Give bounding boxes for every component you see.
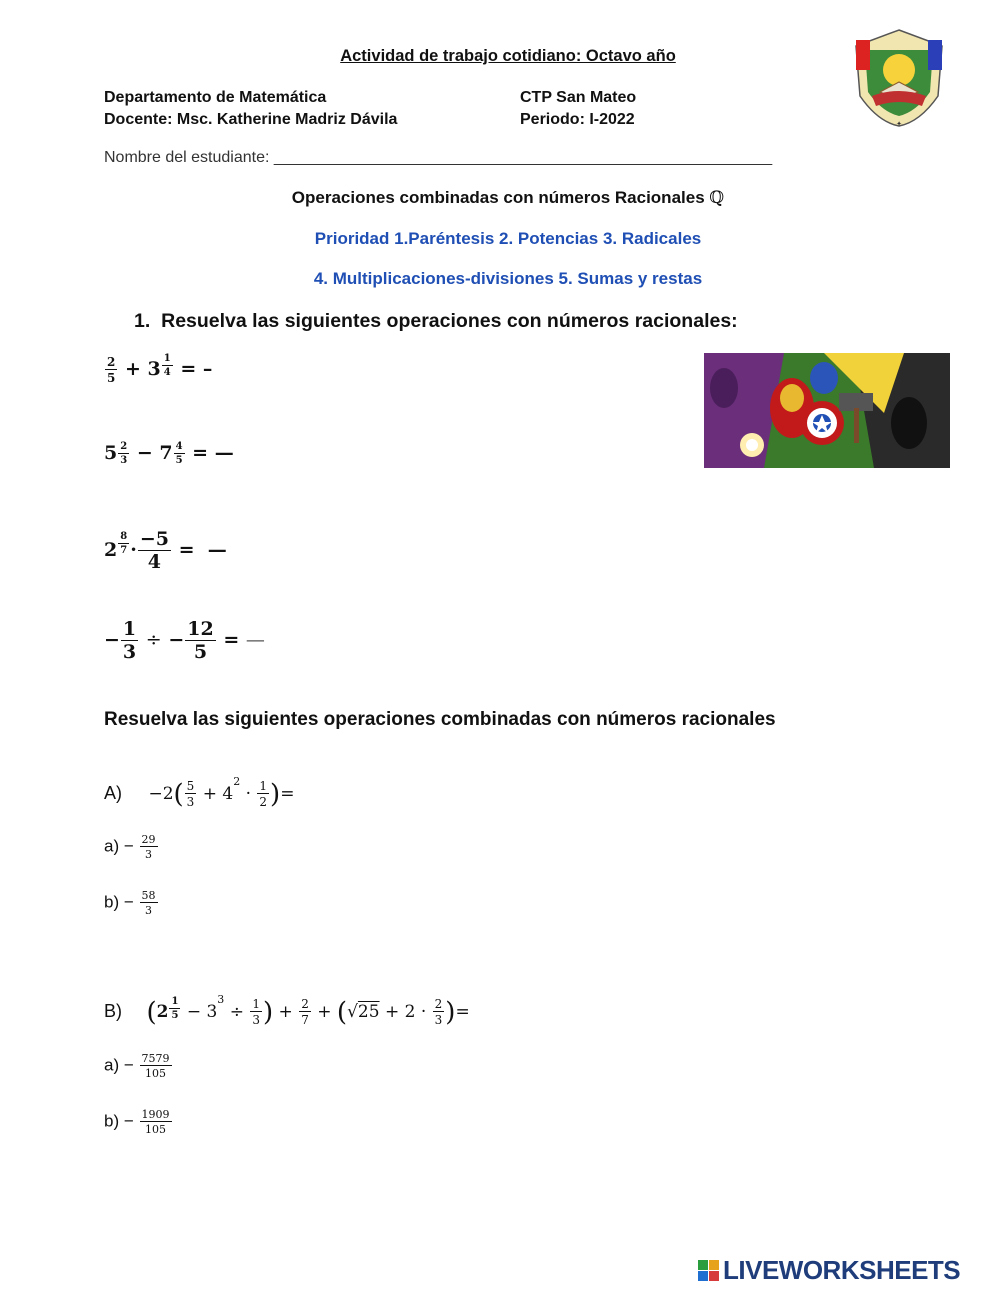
section1-heading bbox=[134, 310, 738, 333]
rational-symbol: ℚ bbox=[709, 188, 725, 208]
liveworksheets-brand: LIVEWORKSHEETS bbox=[723, 1255, 961, 1285]
priority-line-2: 4. Multiplicaciones-divisiones 5. Sumas y restas bbox=[313, 269, 703, 288]
exercise-4-expression: − $\frac{1}{3}$ ÷ − $\frac{12}{5}$ = — bbox=[104, 618, 265, 663]
section1-heading-text: Resuelva las siguientes operaciones con números racionales: bbox=[161, 310, 738, 332]
option-label: b) bbox=[104, 1111, 120, 1131]
option-label: b) bbox=[104, 892, 120, 912]
option-numerator: 7579 bbox=[141, 1052, 170, 1065]
svg-text:✦: ✦ bbox=[896, 120, 902, 128]
problem-b-expression: (2 $\frac{1}{5}$ − $3^3$ ÷ $\frac{1}{3}$ ) + $\frac{2}{7}$ + (√25 + 2 · $\frac{2}{3}$ )= bbox=[146, 993, 470, 1027]
period-label: Periodo: I-2022 bbox=[520, 111, 635, 128]
option-denominator: 3 bbox=[145, 848, 153, 861]
section2-heading: Resuelva las siguientes operaciones combinadas con números racionales bbox=[104, 709, 776, 730]
worksheet-title: Actividad de trabajo cotidiano: Octavo año bbox=[340, 47, 676, 65]
option-sign: − bbox=[123, 892, 134, 912]
department-label: Departamento de Matemática bbox=[104, 89, 327, 106]
topic-title-text: Operaciones combinadas con números Racionales bbox=[291, 188, 705, 207]
problem-a-expression: −2( $\frac{5}{3}$ + $4^2$ · $\frac{1}{2}$ )= bbox=[148, 775, 295, 809]
school-name: CTP San Mateo bbox=[520, 89, 637, 106]
problem-b-label: B) bbox=[104, 1000, 122, 1021]
exercise-1-expression: $\frac{2}{5}$ + 3 $\frac{1}{4}$ = – bbox=[107, 353, 213, 385]
topic-title bbox=[0, 188, 1000, 208]
option-sign: − bbox=[123, 836, 134, 856]
problem-a bbox=[104, 775, 295, 809]
option-denominator: 3 bbox=[145, 904, 153, 917]
problem-b bbox=[104, 993, 470, 1027]
problem-a-label: A) bbox=[104, 782, 122, 803]
option-numerator: 1909 bbox=[141, 1108, 170, 1121]
option-label: a) bbox=[104, 1055, 120, 1075]
problem-a-option-b[interactable] bbox=[104, 890, 159, 916]
option-sign: − bbox=[123, 1055, 134, 1075]
teacher-label: Docente: Msc. Katherine Madriz Dávila bbox=[104, 111, 398, 128]
option-sign: − bbox=[123, 1111, 134, 1131]
option-label: a) bbox=[104, 836, 120, 856]
option-numerator: 29 bbox=[141, 833, 156, 846]
section1-number: 1. bbox=[134, 310, 151, 332]
option-denominator: 105 bbox=[145, 1123, 167, 1136]
priority-line-1: Prioridad 1.Paréntesis 2. Potencias 3. Radicales bbox=[314, 229, 702, 248]
problem-a-option-a[interactable] bbox=[104, 834, 159, 860]
exercise-3-expression: 2 $\frac{8}{7}$ · $\frac{-5}{4}$ = — bbox=[104, 528, 227, 573]
liveworksheets-logo bbox=[698, 1255, 960, 1286]
exercise-2-expression: 5 $\frac{2}{3}$ − 7 $\frac{4}{5}$ = — bbox=[104, 441, 234, 466]
option-denominator: 105 bbox=[145, 1067, 167, 1080]
option-numerator: 58 bbox=[141, 889, 156, 902]
superheroes-picture-icon bbox=[704, 353, 950, 468]
liveworksheets-logo-icon bbox=[698, 1260, 719, 1281]
problem-b-option-b[interactable] bbox=[104, 1109, 173, 1135]
problem-b-option-a[interactable] bbox=[104, 1053, 173, 1079]
school-crest-icon bbox=[850, 26, 948, 130]
student-name-field[interactable]: Nombre del estudiante: ________________________________________________________ bbox=[104, 149, 773, 166]
